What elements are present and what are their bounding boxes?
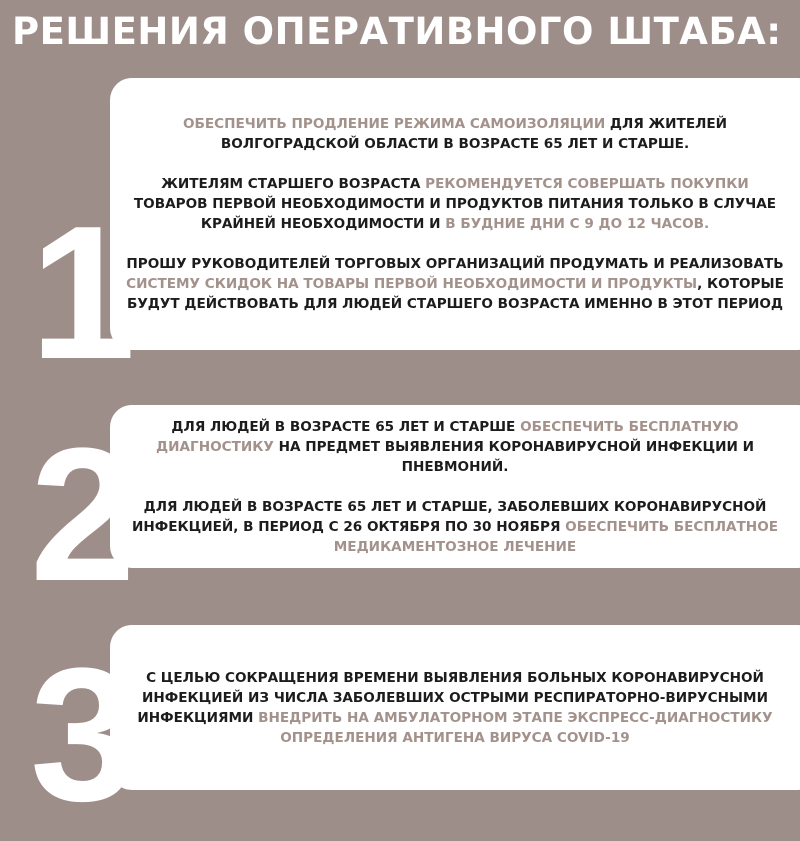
text-fragment: ОБЕСПЕЧИТЬ БЕСПЛАТНУЮ ДИАГНОСТИКУ xyxy=(156,418,739,455)
decision-1-paragraph-1 xyxy=(124,114,786,154)
text-fragment: ОБЕСПЕЧИТЬ ПРОДЛЕНИЕ РЕЖИМА САМОИЗОЛЯЦИИ xyxy=(182,116,606,132)
text-fragment: С ЦЕЛЬЮ СОКРАЩЕНИЯ ВРЕМЕНИ ВЫЯВЛЕНИЯ БОЛЬНЫХ КОРОНАВИРУСНОЙ ИНФЕКЦИЕЙ ИЗ ЧИСЛА ЗАБОЛЕВШИХ ОСТРЫМИ РЕСПИРАТОРНО-ВИРУСНЫМИ ИНФЕКЦИЯМИ xyxy=(137,669,768,726)
decision-card-1 xyxy=(110,78,800,350)
text-fragment: РЕКОМЕНДУЕТСЯ СОВЕРШАТЬ ПОКУПКИ xyxy=(425,176,749,192)
text-fragment: , КОТОРЫЕ БУДУТ ДЕЙСТВОВАТЬ ДЛЯ ЛЮДЕЙ СТАРШЕГО ВОЗРАСТА ИМЕННО В ЭТОТ ПЕРИОД xyxy=(126,276,784,312)
text-fragment: ТОВАРОВ ПЕРВОЙ НЕОБХОДИМОСТИ И ПРОДУКТОВ ПИТАНИЯ ТОЛЬКО В СЛУЧАЕ КРАЙНЕЙ НЕОБХОДИМОСТИ И xyxy=(133,196,777,232)
decision-2-paragraph-1 xyxy=(124,417,786,477)
decision-number-1: 1 xyxy=(30,187,136,399)
decision-card-2 xyxy=(110,405,800,568)
text-fragment: ДЛЯ ЛЮДЕЙ В ВОЗРАСТЕ 65 ЛЕТ И СТАРШЕ xyxy=(171,418,521,435)
decision-1-paragraph-2 xyxy=(124,174,786,234)
page-title: РЕШЕНИЯ ОПЕРАТИВНОГО ШТАБА: xyxy=(12,10,782,53)
text-fragment: В БУДНИЕ ДНИ С 9 ДО 12 ЧАСОВ. xyxy=(445,216,710,232)
text-fragment: ВНЕДРИТЬ НА АМБУЛАТОРНОМ ЭТАПЕ ЭКСПРЕСС-ДИАГНОСТИКУ ОПРЕДЕЛЕНИЯ АНТИГЕНА ВИРУСА COVID-19 xyxy=(258,709,773,746)
text-fragment: ЖИТЕЛЯМ СТАРШЕГО ВОЗРАСТА xyxy=(161,176,426,192)
decision-1-paragraph-3 xyxy=(124,254,786,314)
text-fragment: СИСТЕМУ СКИДОК НА ТОВАРЫ ПЕРВОЙ НЕОБХОДИМОСТИ И ПРОДУКТЫ xyxy=(126,276,698,292)
text-fragment: ПРОШУ РУКОВОДИТЕЛЕЙ ТОРГОВЫХ ОРГАНИЗАЦИЙ ПРОДУМАТЬ И РЕАЛИЗОВАТЬ xyxy=(126,256,784,272)
decision-2-paragraph-2 xyxy=(124,497,786,557)
text-fragment: ДЛЯ ЖИТЕЛЕЙ ВОЛГОГРАДСКОЙ ОБЛАСТИ В ВОЗРАСТЕ 65 ЛЕТ И СТАРШЕ. xyxy=(220,116,728,152)
text-fragment: НА ПРЕДМЕТ ВЫЯВЛЕНИЯ КОРОНАВИРУСНОЙ ИНФЕКЦИИ И ПНЕВМОНИЙ. xyxy=(273,438,754,475)
decision-card-3 xyxy=(110,625,800,790)
text-fragment: ДЛЯ ЛЮДЕЙ В ВОЗРАСТЕ 65 ЛЕТ И СТАРШЕ, ЗАБОЛЕВШИХ КОРОНАВИРУСНОЙ ИНФЕКЦИЕЙ, В ПЕРИОД С 26 ОКТЯБРЯ ПО 30 НОЯБРЯ xyxy=(131,498,767,535)
decision-number-2: 2 xyxy=(30,409,136,621)
decision-number-3: 3 xyxy=(30,629,136,841)
decision-3-paragraph-1 xyxy=(124,668,786,748)
text-fragment: ОБЕСПЕЧИТЬ БЕСПЛАТНОЕ МЕДИКАМЕНТОЗНОЕ ЛЕЧЕНИЕ xyxy=(333,518,779,555)
